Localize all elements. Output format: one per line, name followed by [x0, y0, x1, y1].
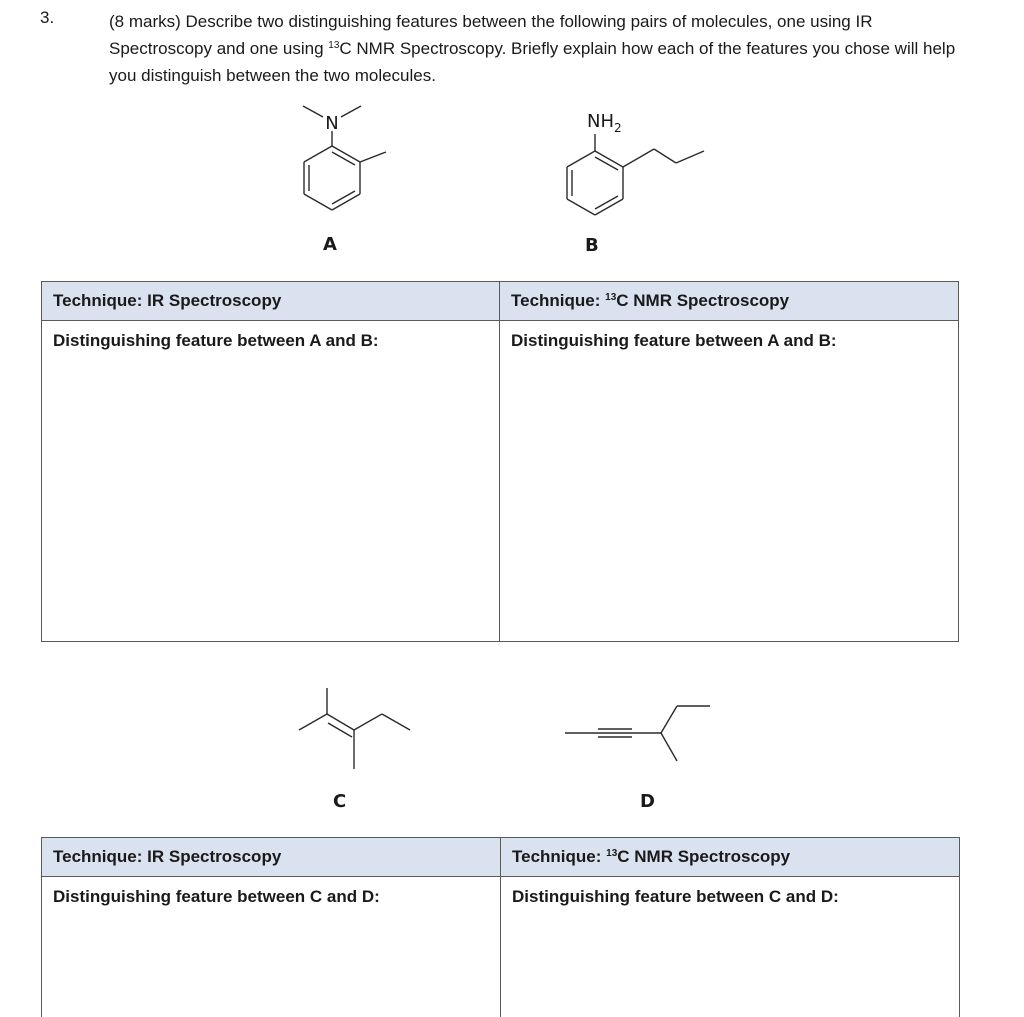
- molecule-b-label: B: [585, 235, 599, 256]
- molecule-b-amine-group: [587, 111, 622, 135]
- molecule-a-label: A: [323, 234, 337, 255]
- table-cd-ir-answer-space[interactable]: [42, 917, 501, 1017]
- molecule-b-structure: [540, 100, 720, 220]
- table-ab-ir-feature-label: Distinguishing feature between A and B:: [42, 321, 500, 362]
- molecule-c-label: C: [333, 791, 347, 812]
- table-cd-ir-feature-label: Distinguishing feature between C and D:: [42, 877, 501, 918]
- table-cd-feature-row: [42, 877, 960, 918]
- question-text-part1: (8 marks) Describe two distinguishing features between the following pairs of molecules, one using IR Spectroscopy and one using: [109, 12, 873, 58]
- molecule-b-amine-nh: NH: [587, 111, 614, 132]
- question-number: 3.: [40, 8, 55, 27]
- table-cd-nmr-feature-label: Distinguishing feature between C and D:: [501, 877, 960, 918]
- molecule-d-structure: [560, 695, 720, 770]
- question-text-part2: C NMR Spectroscopy. Briefly explain how each of the features you chose will help you distinguish between the two molecules.: [109, 39, 956, 85]
- table-ab-feature-row: [42, 321, 959, 362]
- table-ab-nmr-header: Technique: $^{13}$C NMR Spectroscopy: [500, 282, 959, 321]
- molecule-c-structure: [290, 680, 420, 775]
- answer-table-ab: [41, 281, 959, 642]
- table-ab-nmr-feature-label: Distinguishing feature between A and B:: [500, 321, 959, 362]
- molecule-a-nitrogen-atom: N: [325, 113, 339, 134]
- table-cd-ir-header: Technique: IR Spectroscopy: [42, 838, 501, 877]
- table-ab-nmr-answer-space[interactable]: [500, 361, 959, 642]
- table-cd-header-row: [42, 838, 960, 877]
- molecule-a-structure: [280, 95, 400, 220]
- table-ab-header-row: [42, 282, 959, 321]
- question-text: [109, 8, 969, 89]
- table-ab-ir-header: Technique: IR Spectroscopy: [42, 282, 500, 321]
- table-cd-nmr-answer-space[interactable]: [501, 917, 960, 1017]
- question-text-superscript: 13: [328, 40, 340, 51]
- answer-table-cd: [41, 837, 960, 1017]
- molecule-d-label: D: [640, 791, 655, 812]
- table-ab-ir-answer-space[interactable]: [42, 361, 500, 642]
- table-cd-answer-row: [42, 917, 960, 1017]
- table-cd-nmr-header: Technique: $^{13}$C NMR Spectroscopy: [501, 838, 960, 877]
- table-ab-answer-row: [42, 361, 959, 642]
- molecule-b-amine-subscript: 2: [614, 121, 622, 135]
